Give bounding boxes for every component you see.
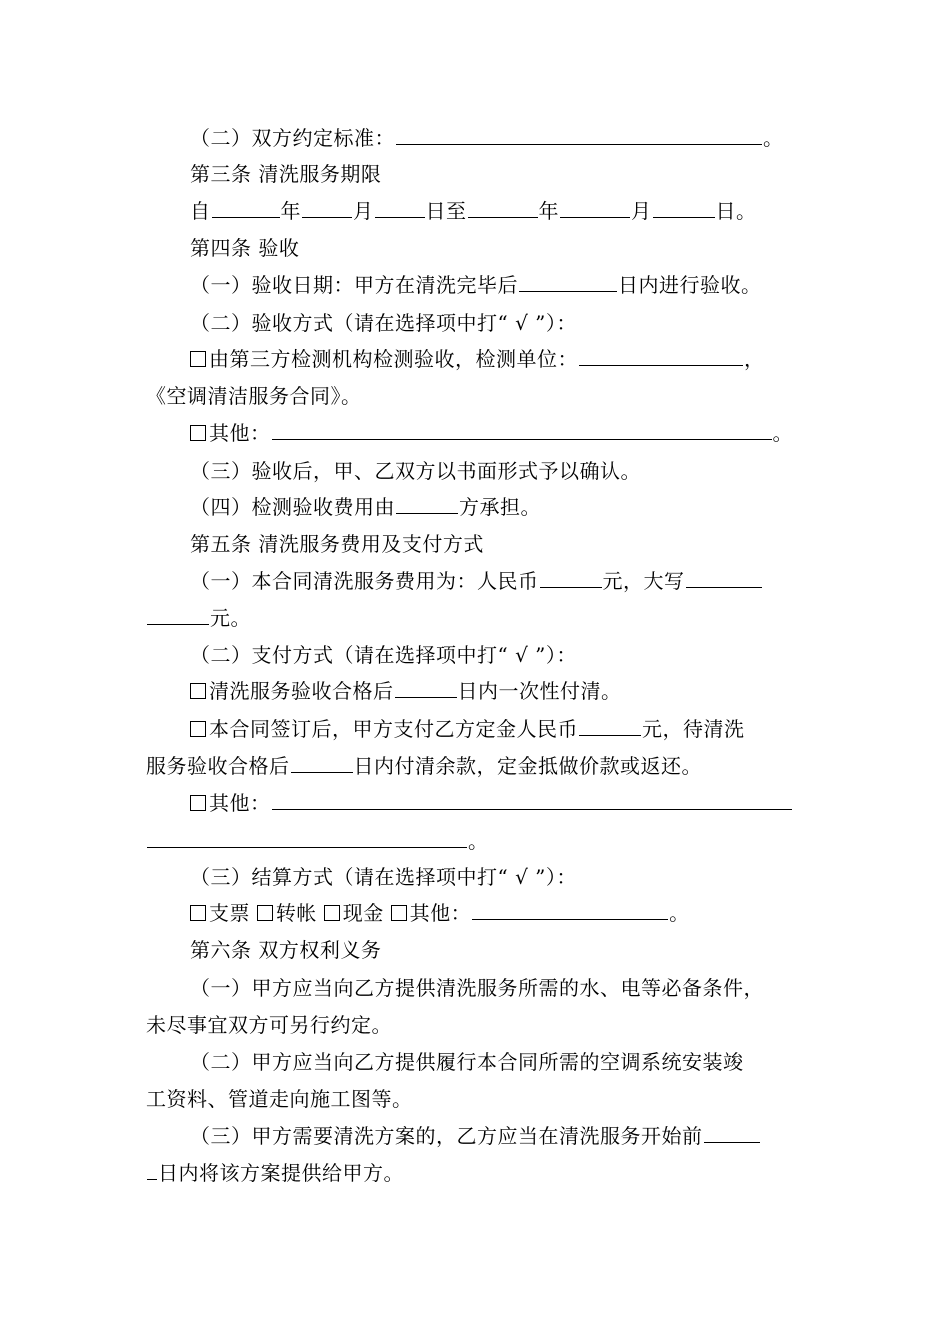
checkbox[interactable] (190, 683, 206, 699)
checkbox[interactable] (257, 905, 273, 921)
text: 由第三方检测机构检测验收，检测单位： (209, 347, 578, 371)
text: （一）验收日期：甲方在清洗完毕后 (190, 273, 518, 297)
blank-field (396, 495, 458, 514)
checkbox[interactable] (324, 905, 340, 921)
clause-4-1 (190, 272, 762, 298)
clause-4-2: （二）验收方式（请在选择项中打“ √ ”）： (190, 311, 577, 335)
blank-field (540, 569, 602, 588)
clause-6-1: （一）甲方应当向乙方提供清洗服务所需的水、电等必备条件， (190, 976, 764, 1000)
blank-field (472, 901, 668, 920)
clause-5-1 (190, 568, 763, 594)
article-4-heading: 第四条 验收 (190, 236, 300, 260)
checkbox[interactable] (190, 721, 206, 737)
option-third-party (190, 346, 765, 372)
text: （二）双方约定标准： (190, 126, 395, 150)
text: 。 (669, 901, 690, 925)
clause-6-2: （二）甲方应当向乙方提供履行本合同所需的空调系统安装竣 (190, 1050, 744, 1074)
text: 日内付清余款，定金抵做价款或返还。 (353, 754, 702, 778)
clause-6-3 (190, 1123, 761, 1149)
text: 其他： (209, 791, 271, 815)
article-5-heading: 第五条 清洗服务费用及支付方式 (190, 532, 484, 556)
clause-2-2-standard (190, 125, 784, 151)
blank-field (375, 199, 425, 218)
blank-field (212, 199, 280, 218)
blank-field (395, 679, 457, 698)
text: 服务验收合格后 (146, 754, 290, 778)
checkbox[interactable] (391, 905, 407, 921)
text: 日内一次性付清。 (457, 679, 622, 703)
text: 转帐 (275, 901, 317, 925)
text: 日内进行验收。 (618, 273, 762, 297)
text: 月 (353, 199, 374, 223)
blank-field (468, 199, 538, 218)
service-period-line (190, 198, 757, 224)
clause-6-3-cont (146, 1160, 404, 1186)
blank-field (704, 1124, 760, 1143)
text: （三）甲方需要清洗方案的，乙方应当在清洗服务开始前 (190, 1124, 703, 1148)
article-6-heading: 第六条 双方权利义务 (190, 938, 382, 962)
text: 。 (468, 829, 489, 853)
text: 。 (763, 126, 784, 150)
blank-field (272, 421, 772, 440)
option-one-time-payment (190, 678, 622, 704)
blank-field (302, 199, 352, 218)
option-deposit-cont (146, 753, 702, 779)
clause-5-2: （二）支付方式（请在选择项中打“ √ ”）： (190, 643, 577, 667)
blank-field (147, 606, 209, 625)
text: 日。 (715, 199, 757, 223)
checkbox[interactable] (190, 795, 206, 811)
blank-field (147, 829, 467, 848)
text: 支票 (209, 901, 250, 925)
option-other-acceptance (190, 420, 793, 446)
blank-field (560, 199, 630, 218)
blank-field (579, 717, 641, 736)
option-other-payment (190, 790, 793, 816)
text: ， (744, 347, 765, 371)
clause-4-4 (190, 494, 541, 520)
settlement-options (190, 900, 690, 926)
text: 本合同签订后，甲方支付乙方定金人民币 (209, 717, 578, 741)
blank-field (147, 1161, 157, 1180)
text: 其他： (209, 421, 271, 445)
text: 其他： (409, 901, 472, 925)
clause-5-3: （三）结算方式（请在选择项中打“ √ ”）： (190, 865, 577, 889)
clause-4-3: （三）验收后，甲、乙双方以书面形式予以确认。 (190, 459, 641, 483)
blank-field (272, 791, 792, 810)
checkbox[interactable] (190, 351, 206, 367)
blank-field (579, 347, 743, 366)
blank-field (686, 569, 762, 588)
text: 年 (538, 199, 559, 223)
text: 元，大写 (602, 569, 685, 593)
text: 元，待清洗 (642, 717, 745, 741)
text: 现金 (342, 901, 384, 925)
option-deposit (190, 716, 745, 742)
text: 年 (280, 199, 301, 223)
text: 元。 (210, 606, 251, 630)
checkbox[interactable] (190, 905, 206, 921)
text: 。 (772, 421, 793, 445)
checkbox[interactable] (190, 425, 206, 441)
article-3-heading: 第三条 清洗服务期限 (190, 162, 382, 186)
clause-6-1-cont: 未尽事宜双方可另行约定。 (146, 1013, 392, 1037)
text: 自 (190, 199, 211, 223)
blank-field (653, 199, 715, 218)
clause-5-1-cont (146, 605, 251, 631)
text: 清洗服务验收合格后 (209, 679, 394, 703)
text: 日至 (425, 199, 467, 223)
text: 月 (631, 199, 652, 223)
text: （四）检测验收费用由 (190, 495, 395, 519)
text: 日内将该方案提供给甲方。 (158, 1161, 404, 1185)
blank-field (291, 754, 353, 773)
contract-reference: 《空调清洁服务合同》。 (146, 384, 362, 408)
blank-field (396, 126, 762, 145)
text: （一）本合同清洗服务费用为：人民币 (190, 569, 539, 593)
clause-6-2-cont: 工资料、管道走向施工图等。 (146, 1087, 413, 1111)
text: 方承担。 (459, 495, 541, 519)
blank-field (519, 273, 617, 292)
option-other-payment-cont (146, 828, 489, 854)
